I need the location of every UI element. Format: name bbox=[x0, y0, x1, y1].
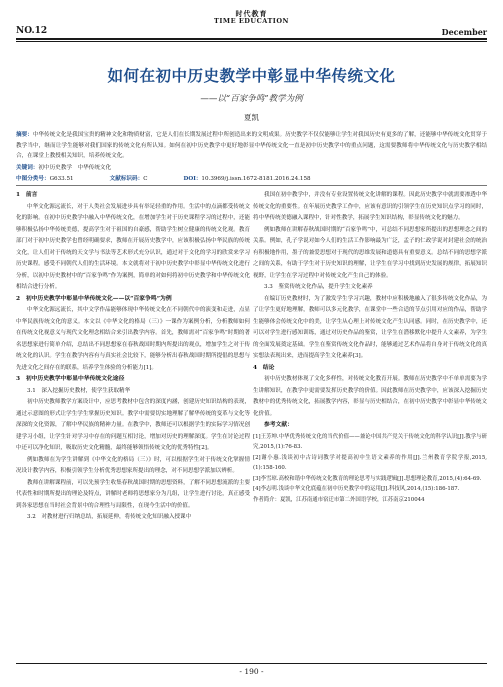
header-rule-thick bbox=[16, 38, 487, 40]
body-paragraph: 3.3 鉴赏传统文化作品，提升学生文化素养 bbox=[264, 284, 373, 290]
doc-code-value: C bbox=[143, 176, 148, 182]
reference-list bbox=[253, 432, 487, 495]
body-paragraph: 初中历史教师教学方案设计中，应思考教材中包含的深度内涵，创建历史知识结构的表现，通过示意图的形式让学生学生掌握历史知识。教学中需要切实地理解了解华传统的变革与文化等深深的文化资源，了解中华民族的精神力量。在教学中，教师还可以根据学生的实际学习情况创建学习小组，让学生针对学习中存在的问题互相讨论，增加对历史的理解深度。学生在讨论过程中还可以净化知识，吸取历史文化精髓，最终能够领悟传统文化的优秀特性[2]。 bbox=[16, 399, 250, 451]
doi-value: 10.3969/j.issn.1672-8181.2016.24.158 bbox=[201, 176, 311, 182]
section-heading: 2 初中历史教学中彰显中华传统文化——以“百家争鸣”为例 bbox=[16, 295, 172, 302]
masthead bbox=[0, 0, 503, 42]
references-heading: 参考文献： bbox=[264, 422, 293, 428]
reference-item: [2]谢小惠.浅谈初中古诗词教学对提高初中生语文素养的作用[J].兰州教育学院学报,2015,(1):158-160. bbox=[253, 454, 487, 471]
author-info: 作者简介：夏凯，江苏南通市宿迁市第二外国语学校，江苏南京210044 bbox=[253, 496, 425, 503]
issue-month: December bbox=[441, 27, 487, 37]
body-paragraph: 教师在讲解课程前，可以先预学生收集春秋战国时期的思想资料，了解不同思想流派的主要代表性和时期所提出的理论及特点，讲解时老师将思想家分为几组，让学生进行讨论，真正感受到各家思想在当时社会背景中的合理性与局限性，在现今生活中的价值。 bbox=[16, 479, 250, 509]
reference-item: [1]王芳坤.中华优秀传统文化的当代价值——兼论中国共产党关于传统文化的科学认识[J].教学与研究,2015,(1):76-83. bbox=[253, 433, 487, 450]
body-paragraph: 在编订历史教材时，为了激发学生学习兴趣，教材中应积极地融入了很多传统文化作品，为了让学生更好地理解，教师可以多元化教学，在课堂中一些合适的节点引用对应的作品，帮助学生能够体会传统文化中的美，让学生从心理上对传统文化产生认同感。同时，在历史教学中，还可以对学生进行感知训练，通过对历史作品的鉴赏，让学生在潜移默化中提升人文素养，为学生的全面发展奠定基础。学生在鉴赏传统文化作品时，能够通过艺术作品将自身对于传统文化的真实想法表现出来，进而提高学生文化素养[3]。 bbox=[253, 295, 487, 359]
header-rule-thin bbox=[16, 41, 487, 42]
body-column-right bbox=[253, 190, 487, 505]
issue-number: NO.12 bbox=[16, 26, 48, 36]
body-paragraph: 例如教师在为学生讲解到《中华文化的格局（三）》时，可以根据学生对于传统文化掌握情况设计教学内容，积极引领学生分析优秀思想家所提出的理念，对不同思想学派加以辨析。 bbox=[16, 456, 250, 474]
section-heading: 3 初中历史教学中彰显中华传统文化途径 bbox=[16, 376, 125, 382]
body-column-right-text bbox=[253, 190, 487, 420]
doi-label: DOI： bbox=[183, 176, 202, 182]
article-author: 夏凯 bbox=[244, 113, 259, 122]
article-subtitle: ——以“百家争鸣”教学为例 bbox=[200, 94, 303, 104]
abstract-text: 中华传统文化是我国宝贵的精神文化和物质财富，它是人们在长期发展过程中所创造出来的文明成果。历史教学不仅仅能够让学生对我国历史有更多的了解，还能够中华传统文化贯穿于教学当中，继而让学生能够对我们国家的传统文化有所认知。如何在初中历史教学中更好地彰显中华传统文化一直是初中历史教学中的重点问题，这需要教师将中华传统文化与历史教学相结合，在课堂上教授相关知识，培养传统文化。 bbox=[16, 132, 487, 159]
keywords bbox=[16, 163, 111, 171]
doc-code-field bbox=[110, 174, 148, 182]
journal-logo-en: TIME EDUCATION bbox=[214, 17, 289, 25]
clc-label: 中图分类号： bbox=[16, 176, 50, 182]
clc-value: G633.51 bbox=[49, 176, 74, 182]
clc-field bbox=[16, 174, 74, 182]
body-paragraph: 我国在初中教学中，并没有专业设置传统文化讲解的课程。因此历史教学中就需要渗透中华传统文化的重要性。在年展历史教学工作中，应该有意识的引领学生在历史知识点学习的同时，将中华传统美德融入课程中，针对性教学，拓展学生知识结构，彰显传统文化的魅力。 bbox=[253, 192, 487, 221]
abstract-label: 摘要： bbox=[16, 132, 33, 138]
body-paragraph: 3.2 对教材进行归纳总结，拓展延伸，将传统文化知识融入授课中 bbox=[27, 514, 192, 520]
article-metadata bbox=[16, 174, 487, 182]
journal-logo-cn: 时代教育 bbox=[235, 9, 268, 18]
abstract bbox=[16, 130, 487, 162]
abstract-separator bbox=[16, 185, 487, 186]
footer-rule bbox=[16, 663, 487, 664]
keywords-text: 初中历史教学 中华传统文化 bbox=[38, 165, 112, 171]
body-paragraph: 初中历史教材体现了文化多样性，对传统文化教育开展。教师在历史教学中不单单需要为学生讲解知识，在教学中更需要发挥历史教学的价值。因此教师在历史教学中，应该深入挖掘历史教材中的优秀传统文化，拓展教学内容，彰显与历史相结合，在初中历史教学中彰显中华传统文化价值。 bbox=[253, 376, 487, 417]
keywords-label: 关键词： bbox=[16, 165, 39, 171]
article-title: 如何在初中历史教学中彰显中华传统文化 bbox=[107, 67, 396, 85]
doc-code-label: 文献标识码： bbox=[109, 176, 144, 182]
body-paragraph: 中华文化源远流长，对于人类社会发展进步具有举足轻重的作用。生活中的点滴都受传统文化的影响。在初中历史教学中融入中华传统文化，在增加学生对于历史课程学习的过程中，还能够积极弘扬中华传统美德，提高学生对于祖国的自豪感，帮助学生树立健康的传统文化观。教育部门对于初中历史教学也曾经明确要求，教师在开展历史教学中，应该积极弘扬中华民族的传统文化，让人们对于传统的天文学与书法等艺术形式充分认识，通过对于文化的学习的欣赏来学习历史课程。感受不同朝代人们的生活环境。本文就将对于初中历史教学中彰显中华传统文化进行分析，以初中历史教材中的“百家争鸣”作为案例，简单的对如何将初中历史教学和中华传统文化相结合进行分析。 bbox=[16, 203, 250, 290]
section-heading: 4 结论 bbox=[253, 364, 275, 371]
section-heading: 1 前言 bbox=[16, 192, 38, 198]
body-paragraph: 3.1 深入挖掘历史教材，使学生获取精华 bbox=[27, 387, 131, 394]
reference-item: [3]李雪琼.高校和谐中华传统文化教育的理论思考与实践逻辑[J].思想理论教育,2015,(4):64-69. bbox=[253, 475, 482, 482]
doi-field bbox=[183, 174, 310, 182]
body-paragraph: 例如教师在讲解春秋战国时期的“百家争鸣”中，可总结不同思想家所提出的思想理念之间的关系。例如，孔子学说对如今人们的生活工作影响最为广泛，孟子的仁政学说对封建社会的统治有积极地作用，墨子的兼爱思想对于现代的思维发展和道德具有重要意义。总结不同的思想学派之间的关系，有助于学生对于历史知识的理解，让学生在学习中找到历史发展的规律，拓展知识视野，让学生在学习过程中对传统文化产生自己的体验。 bbox=[253, 226, 487, 279]
body-column-left bbox=[16, 190, 250, 524]
body-paragraph: 中华文化源远流长，其中文学作品能够体现中华传统文化在不同朝代中的演变和走进，点显中华民族传统文化的意义。本文以《中华文化的格局（三）》一课作为案例分析，分析教师如何在传统文化视意义与现代文化理念相结合来引出教学内容。首先，教师需对“百家争鸣”时期的著名思想家进行简单介绍，总结出不同思想家在春秋战国时期内所提出的观点，增加学生之对于传统文化的认识。学生在教学内容有与真实社会比较下，能够分析出春秋战国时期所提倡的思想与先进文化之间存在的联系，培养学生体验的分析能力[1]。 bbox=[16, 307, 250, 371]
page-number: - 190 - bbox=[239, 667, 264, 676]
reference-item: [4]李志明.浅谈中华文化底蕴在初中历史教学中的运用[J].科技风,2014,(15):186-187. bbox=[253, 486, 460, 492]
